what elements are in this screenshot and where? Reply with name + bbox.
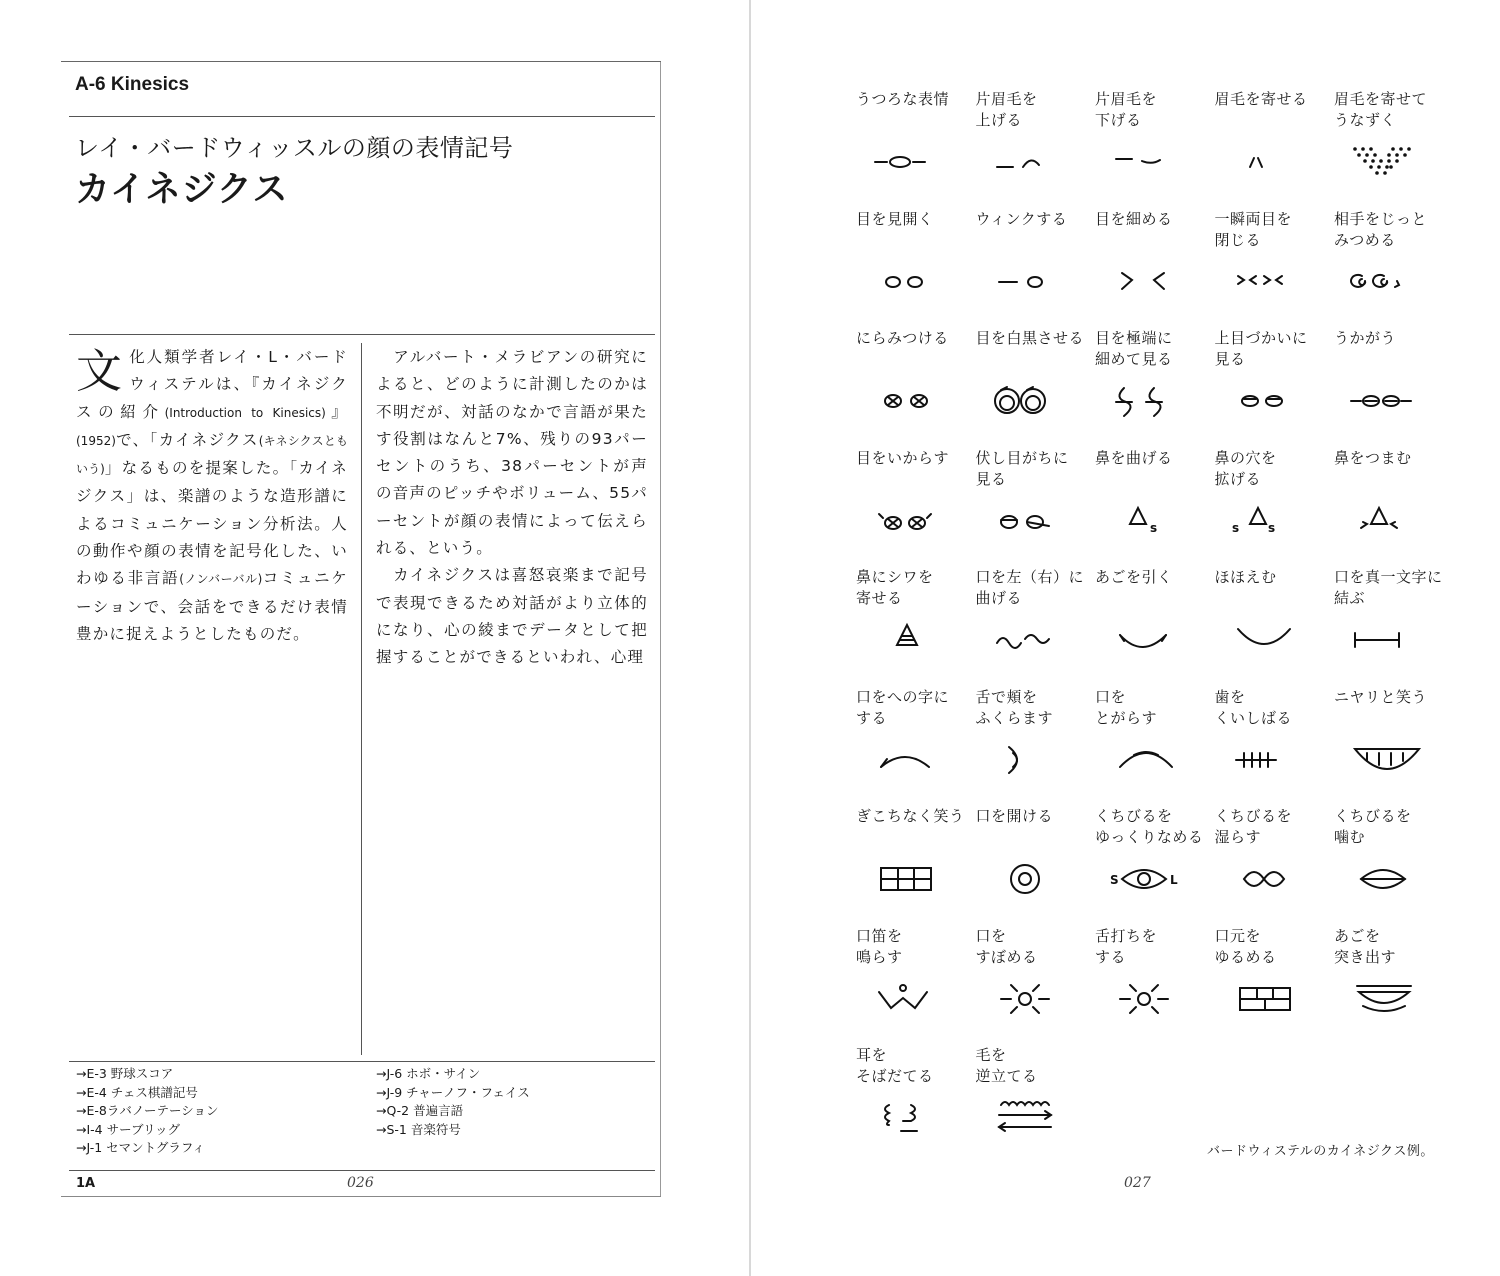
symbol-label: ウィンクする — [975, 209, 1068, 228]
symbol-cell — [1328, 926, 1447, 1045]
symbol-label: 舌で頬を ふくらます — [975, 687, 1054, 727]
symbol-cell — [1209, 448, 1328, 567]
symbol-label: 眉毛を寄せる — [1214, 90, 1308, 108]
downcast-eyes-icon — [976, 500, 1076, 542]
stare-icon — [1334, 261, 1434, 303]
angry-eyes-icon — [856, 500, 956, 542]
svg-text:s: s — [1231, 520, 1239, 535]
symbol-label: うかがう — [1334, 329, 1397, 347]
symbol-label: 上目づかいに 見る — [1214, 329, 1308, 368]
cross-reference[interactable]: →I-4 サーブリッグ — [76, 1121, 180, 1137]
refs-rule — [69, 1061, 655, 1062]
relax-mouth-icon — [1215, 978, 1315, 1020]
symbol-label: 舌打ちを する — [1095, 926, 1158, 966]
symbol-cell — [1328, 567, 1447, 686]
moisten-lips-icon — [1215, 858, 1315, 900]
jut-chin-icon — [1334, 978, 1434, 1020]
symbol-cell — [1089, 926, 1208, 1045]
symbol-cell — [970, 448, 1089, 567]
pinch-nose-icon — [1334, 500, 1434, 542]
cross-reference[interactable]: →E-4 チェス棋譜記号 — [76, 1084, 198, 1100]
flare-nostrils-icon — [1215, 500, 1315, 542]
symbol-cell — [850, 567, 969, 686]
symbol-cell — [850, 926, 969, 1045]
clench-teeth-icon — [1215, 739, 1315, 781]
smile-icon — [1215, 619, 1315, 661]
knit-brows-icon — [1215, 141, 1315, 183]
twist-mouth-icon — [976, 619, 1076, 661]
symbol-cell — [1089, 89, 1208, 208]
body-column-left — [76, 344, 348, 648]
symbol-label: うつろな表情 — [856, 90, 950, 108]
symbol-label: 口を左（右）に 曲げる — [975, 568, 1085, 607]
symbol-cell — [1328, 448, 1447, 567]
pout-icon — [1095, 739, 1195, 781]
cross-reference[interactable]: →S-1 音楽符号 — [376, 1121, 461, 1137]
body-text: 」なるものを提案した。「カイネジクス」は、楽譜のような造形譜によるコミュニケーション分析法。人の動作や顔の表情を記号化した、いわゆる非言語 — [76, 459, 348, 588]
symbol-cell — [1209, 567, 1328, 686]
symbol-cell — [850, 209, 969, 328]
symbol-cell — [1089, 567, 1208, 686]
wrinkle-nose-icon — [856, 619, 956, 661]
roll-eyes-icon — [976, 380, 1076, 422]
symbol-cell — [970, 209, 1089, 328]
symbol-label: にらみつける — [856, 329, 949, 347]
symbol-label: 鼻にシワを 寄せる — [856, 568, 934, 607]
drop-cap: 文 — [76, 344, 124, 398]
upward-glance-icon — [1215, 380, 1315, 422]
symbol-label: あごを 突き出す — [1334, 926, 1397, 966]
paragraph-text: アルバート・メラビアンの研究によると、どのように計測したのかは不明だが、対話のなかで言語が果たす役割はなんと7%、残りの93パーセントのうち、38パーセントが声の音声のピッチやボリューム、55パーセントが顔の表情によって伝えられる、という。 — [376, 348, 649, 558]
symbol-label: くちびるを 噛む — [1334, 807, 1412, 846]
symbol-label: 相手をじっと みつめる — [1334, 209, 1428, 249]
body-text: 』 — [325, 402, 348, 421]
symbol-label: ニヤリと笑う — [1334, 687, 1428, 706]
cross-references-right — [376, 1065, 530, 1139]
top-rule — [61, 61, 661, 62]
symbol-label: 伏し目がちに 見る — [975, 448, 1069, 488]
symbol-label: 口をへの字に する — [856, 687, 950, 727]
grin-icon — [1334, 739, 1434, 781]
symbol-label: 口笛を 鳴らす — [856, 926, 903, 966]
article-title: カイネジクス — [75, 170, 289, 210]
symbol-label: ぎこちなく笑う — [856, 807, 965, 825]
symbol-label: 鼻をつまむ — [1334, 448, 1412, 467]
symbol-cell — [1328, 328, 1447, 447]
symbol-cell — [1328, 89, 1447, 208]
symbol-label: 目をいからす — [856, 448, 950, 467]
kinesics-symbol-grid — [850, 89, 1470, 1149]
paragraph — [376, 562, 648, 671]
symbol-cell — [970, 926, 1089, 1045]
symbol-label: 目を白黒させる — [975, 329, 1085, 347]
article-subtitle: レイ・バードウィッスルの顔の表情記号 — [75, 134, 514, 162]
cross-reference[interactable]: →Q-2 普遍言語 — [376, 1103, 464, 1118]
symbol-label: 耳を そばだてる — [856, 1046, 934, 1085]
symbol-cell — [850, 448, 969, 567]
figure-caption: バードウィステルのカイネジクス例。 — [1207, 1144, 1434, 1159]
peek-icon — [1334, 380, 1434, 422]
cross-references-left — [76, 1065, 218, 1158]
awkward-smile-icon — [856, 858, 956, 900]
page-number-right: 027 — [1124, 1175, 1151, 1191]
symbol-cell — [970, 806, 1089, 925]
bottom-rule — [61, 1196, 661, 1197]
open-mouth-icon — [976, 858, 1076, 900]
tut-icon — [1095, 978, 1195, 1020]
glare-icon — [856, 380, 956, 422]
cross-reference[interactable]: →E-8ラバノーテーション — [76, 1103, 219, 1118]
symbol-cell — [1089, 806, 1208, 925]
symbol-cell — [1209, 89, 1328, 208]
symbol-label: 片眉毛を 下げる — [1095, 90, 1158, 129]
svg-text:L: L — [1170, 873, 1178, 887]
lick-lips-slow-icon — [1095, 858, 1195, 900]
bite-lips-icon — [1334, 858, 1434, 900]
symbol-cell — [1209, 328, 1328, 447]
knit-brows-nod-icon — [1334, 141, 1434, 183]
symbol-cell — [1089, 209, 1208, 328]
wide-eyes-icon — [856, 261, 956, 303]
tight-lips-icon — [1334, 619, 1434, 661]
symbol-cell — [970, 567, 1089, 686]
raise-one-brow-icon — [976, 141, 1076, 183]
vacant-expression-icon — [856, 141, 956, 183]
symbol-cell — [1328, 209, 1447, 328]
extreme-squint-icon — [1095, 380, 1195, 422]
cross-reference[interactable]: →J-1 セマントグラフィ — [76, 1140, 205, 1155]
symbol-cell — [1328, 687, 1447, 806]
symbol-label: 口を すぼめる — [975, 926, 1038, 966]
paragraph-text: カイネジクスは喜怒哀楽まで記号で表現できるため対話がより立体的になり、心の綾までデータとして把握することができるといわれ、心理 — [376, 566, 648, 667]
section-code: 1A — [76, 1176, 96, 1191]
book-spine — [749, 0, 751, 1276]
symbol-label: 口元を ゆるめる — [1214, 926, 1277, 966]
symbol-cell — [1089, 328, 1208, 447]
section-title: A-6 Kinesics — [75, 74, 190, 95]
symbol-cell — [1209, 209, 1328, 328]
symbol-label: 口を開ける — [975, 807, 1054, 825]
symbol-label: 目を極端に 細めて見る — [1095, 329, 1173, 368]
symbol-cell — [970, 328, 1089, 447]
symbol-cell — [1209, 687, 1328, 806]
body-text-small: (Introduction to Kinesics) — [164, 405, 326, 420]
svg-text:s: s — [1150, 520, 1158, 535]
body-column-right — [376, 344, 648, 672]
title-rule — [69, 116, 655, 117]
cross-reference[interactable]: →J-9 チャーノフ・フェイス — [376, 1084, 530, 1100]
bristle-hair-icon — [976, 1097, 1076, 1139]
column-divider — [361, 343, 362, 1055]
symbol-label: くちびるを 湿らす — [1214, 807, 1293, 846]
symbol-label: ほほえむ — [1214, 568, 1277, 586]
blink-icon — [1215, 261, 1315, 303]
purse-lips-icon — [976, 978, 1076, 1020]
symbol-cell — [970, 1045, 1089, 1164]
symbol-label: 一瞬両目を 閉じる — [1214, 209, 1293, 249]
symbol-cell — [850, 89, 969, 208]
body-text: で、「カイネジクス — [115, 430, 259, 449]
paragraph — [376, 344, 648, 562]
svg-text:S: S — [1110, 873, 1119, 887]
symbol-label: 口を真一文字に 結ぶ — [1334, 568, 1443, 607]
symbol-cell — [1089, 687, 1208, 806]
squint-icon — [1095, 261, 1195, 303]
symbol-label: くちびるを ゆっくりなめる — [1095, 807, 1204, 846]
symbol-label: 毛を 逆立てる — [975, 1046, 1038, 1085]
body-text: 化人類学者レイ・L・バードウィステルは、『カイネジクスの紹介 — [76, 348, 348, 421]
symbol-cell — [850, 806, 969, 925]
symbol-cell — [1209, 926, 1328, 1045]
page-number-left: 026 — [347, 1175, 374, 1191]
symbol-cell — [1328, 806, 1447, 925]
symbol-label: 鼻の穴を 拡げる — [1214, 448, 1277, 488]
symbol-label: 目を細める — [1095, 209, 1173, 228]
body-text-small: (ノンバーバル) — [179, 572, 263, 587]
wink-icon — [976, 261, 1076, 303]
bend-nose-icon — [1095, 500, 1195, 542]
symbol-cell — [850, 687, 969, 806]
cross-reference[interactable]: →E-3 野球スコア — [76, 1066, 174, 1081]
symbol-label: あごを引く — [1095, 568, 1173, 586]
symbol-label: 眉毛を寄せて うなずく — [1334, 90, 1428, 129]
body-text-small: (1952) — [76, 433, 116, 448]
symbol-cell — [1089, 448, 1208, 567]
symbol-cell — [850, 328, 969, 447]
lower-one-brow-icon — [1095, 141, 1195, 183]
symbol-cell — [970, 89, 1089, 208]
prick-ears-icon — [856, 1097, 956, 1139]
frown-icon — [856, 739, 956, 781]
symbol-cell — [1209, 806, 1328, 925]
body-text-small: (キネシクスともいう) — [76, 433, 349, 477]
symbol-label: 鼻を曲げる — [1095, 448, 1173, 467]
body-text: コミュニケーションで、会話をできるだけ表情豊かに捉えようとしたものだ。 — [76, 569, 348, 643]
symbol-label: 目を見開く — [856, 209, 934, 228]
tongue-cheek-icon — [976, 739, 1076, 781]
footer-rule — [69, 1170, 655, 1171]
pull-chin-icon — [1095, 619, 1195, 661]
symbol-label: 歯を くいしばる — [1214, 687, 1293, 727]
body-rule — [69, 334, 655, 335]
symbol-cell — [970, 687, 1089, 806]
symbol-label: 口を とがらす — [1095, 687, 1158, 727]
whistle-icon — [856, 978, 956, 1020]
cross-reference[interactable]: →J-6 ホボ・サイン — [376, 1066, 481, 1081]
symbol-label: 片眉毛を 上げる — [975, 90, 1038, 129]
symbol-cell — [850, 1045, 969, 1164]
svg-text:s: s — [1267, 520, 1275, 535]
